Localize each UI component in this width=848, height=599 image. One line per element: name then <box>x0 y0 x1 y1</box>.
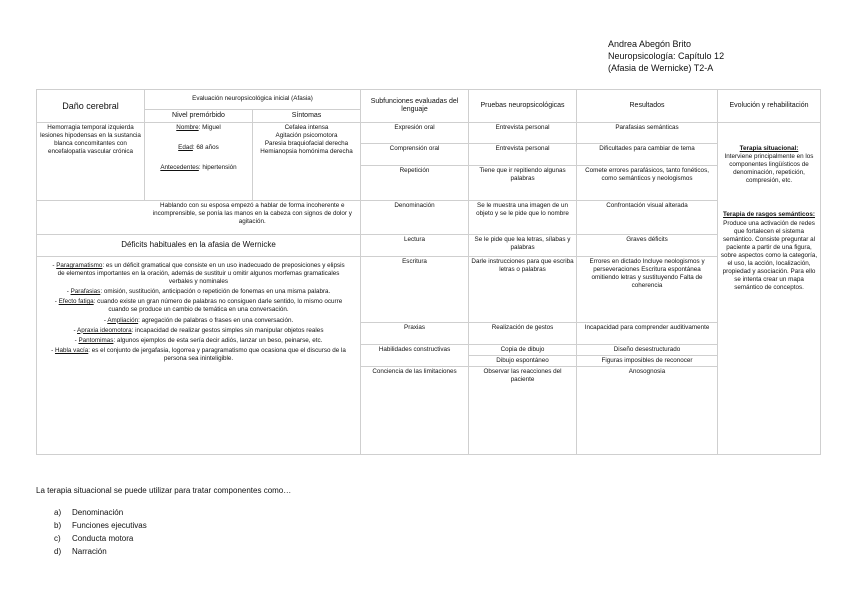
symptom-1: Cefalea intensa <box>284 124 329 131</box>
symptom-4: Hemianopsia homónima derecha <box>260 148 353 156</box>
deficits-title: Déficits habituales en la afasia de Wernicke <box>37 235 361 257</box>
deficits-cell <box>37 257 361 455</box>
deficit-item: - Habla vacía: es el conjunto de jergafasia, logorrea y paragramatismo que ocasiona que el discurso de la persona sea ininteligible. <box>49 347 348 363</box>
header-initial-eval: Evaluación neuropsicológica inicial (Afasia) <box>145 90 361 110</box>
question-text: La terapia situacional se puede utilizar para tratar componentes como… <box>36 486 292 495</box>
result-comprension: Dificultades para cambiar de tema <box>577 144 718 166</box>
test-comprension: Entrevista personal <box>469 144 577 166</box>
header-tests: Pruebas neuropsicológicas <box>469 90 577 123</box>
result-praxias: Incapacidad para comprender auditivamente <box>577 323 718 345</box>
evolution-cell <box>718 123 821 455</box>
premorbid-cell <box>145 123 253 201</box>
result-escritura: Errores en dictado Incluye neologismos y perseveraciones Escritura espontánea omitiendo letras y sustituyendo Falta de coherencia <box>577 257 718 323</box>
sub-expresion: Expresión oral <box>361 123 469 144</box>
test-expresion: Entrevista personal <box>469 123 577 144</box>
antecedents-value: : hipertensión <box>198 164 237 172</box>
age-value: : 68 años <box>192 144 219 152</box>
test-dibujo: Dibujo espontáneo <box>469 356 577 367</box>
sub-habilidades: Habilidades constructivas <box>361 345 469 367</box>
test-praxias: Realización de gestos <box>469 323 577 345</box>
test-escritura: Darle instrucciones para que escriba letras o palabras <box>469 257 577 323</box>
deficit-item: - Paragramatismo: es un déficit gramatical que consiste en un uso inadecuado de preposiciones y elipsis de elementos importantes en la oración, además de sustituir u omitir algunos morfemas gramaticales verbales y nominales <box>49 262 348 286</box>
option-c: c) Conducta motora <box>54 534 134 543</box>
therapy-situational-text: Interviene principalmente en los componentes lingüísticos de denominación, repetición, compresión, etc. <box>724 153 814 185</box>
option-a: a) Denominación <box>54 508 124 517</box>
damage-cell: Hemorragia temporal izquierda lesiones hipodensas en la sustancia blanca concomitantes con encefalopatía vascular crónica <box>37 123 145 201</box>
symptoms-cell <box>253 123 361 201</box>
result-copia: Diseño desestructurado <box>577 345 718 356</box>
header-subfunctions: Subfunciones evaluadas del lenguaje <box>361 90 469 123</box>
course-subtitle: (Afasia de Wernicke) T2-A <box>608 63 714 73</box>
test-conciencia: Observar las reacciones del paciente <box>469 367 577 455</box>
symptom-3: Paresia braquiofacial derecha <box>264 140 349 148</box>
header-symptoms: Síntomas <box>253 110 361 123</box>
author-block <box>608 38 724 74</box>
header-brain-damage: Daño cerebral <box>37 90 145 123</box>
header-results: Resultados <box>577 90 718 123</box>
symptom-2: Agitación psicomotora <box>275 132 338 140</box>
deficit-item: - Efecto fatiga: cuando existe un gran número de palabras no consiguen darle sentido, lo mismo ocurre cuando se produce un cambio de temática en una conversación. <box>49 298 348 314</box>
antecedents-label: Antecedentes <box>160 164 199 172</box>
option-d: d) Narración <box>54 547 107 556</box>
result-denominacion: Confrontación visual alterada <box>577 201 718 235</box>
result-lectura: Graves déficits <box>577 235 718 257</box>
deficit-item: - Ampliación: agregación de palabras o frases en una conversación. <box>49 317 348 325</box>
result-dibujo: Figuras imposibles de reconocer <box>577 356 718 367</box>
result-conciencia: Anosognosia <box>577 367 718 455</box>
deficit-item: - Parafasias: omisión, sustitución, anticipación o repetición de fonemas en una misma palabra. <box>49 288 348 296</box>
header-evolution: Evolución y rehabilitación <box>718 90 821 123</box>
deficit-item: - Apraxia ideomotora: incapacidad de realizar gestos simples sin manipular objetos reales <box>49 327 348 335</box>
option-b: b) Funciones ejecutivas <box>54 521 147 530</box>
sub-conciencia: Conciencia de las limitaciones <box>361 367 469 455</box>
sub-praxias: Praxias <box>361 323 469 345</box>
age-label: Edad <box>178 144 193 152</box>
options-list <box>54 506 147 558</box>
header-premorbid: Nivel premórbido <box>145 110 253 123</box>
therapy-semantic-title: Terapia de rasgos semánticos: <box>723 211 815 219</box>
case-table <box>36 89 821 455</box>
sub-escritura: Escritura <box>361 257 469 323</box>
name-label: Nombre <box>176 124 199 131</box>
therapy-semantic-text: Produce una activación de redes que fortalecen el sistema semántico. Consiste preguntar al paciente a partir de una figura, sobre aspectos como la categoría, el uso, la acción, localización, propiedad y asociación. Para ello se intenta crear un mapa semántico de conceptos. <box>720 219 818 292</box>
test-copia: Copia de dibujo <box>469 345 577 356</box>
test-denominacion: Se le muestra una imagen de un objeto y se le pide que lo nombre <box>469 201 577 235</box>
sub-repeticion: Repetición <box>361 166 469 201</box>
therapy-situational-title: Terapia situacional: <box>739 145 799 152</box>
test-lectura: Se le pide que lea letras, sílabas y palabras <box>469 235 577 257</box>
course-name: Neuropsicología: Capítulo 12 <box>608 51 725 61</box>
name-value: : Miguel <box>198 124 221 131</box>
result-expresion: Parafasias semánticas <box>577 123 718 144</box>
deficit-item: - Pantomimas: algunos ejemplos de esta sería decir adiós, lanzar un beso, peinarse, etc. <box>49 337 348 345</box>
sub-comprension: Comprensión oral <box>361 144 469 166</box>
author-name: Andrea Abegón Brito <box>608 39 692 49</box>
sub-denominacion: Denominación <box>361 201 469 235</box>
sub-lectura: Lectura <box>361 235 469 257</box>
episode-cell: Hablando con su esposa empezó a hablar de forma incoherente e incomprensible, se ponía las manos en la cabeza con signos de dolor y agitación. <box>145 201 361 235</box>
deficits-list <box>39 262 358 363</box>
test-repeticion: Tiene que ir repitiendo algunas palabras <box>469 166 577 201</box>
result-repeticion: Comete errores parafásicos, tanto fonéticos, como semánticos y neologismos <box>577 166 718 201</box>
